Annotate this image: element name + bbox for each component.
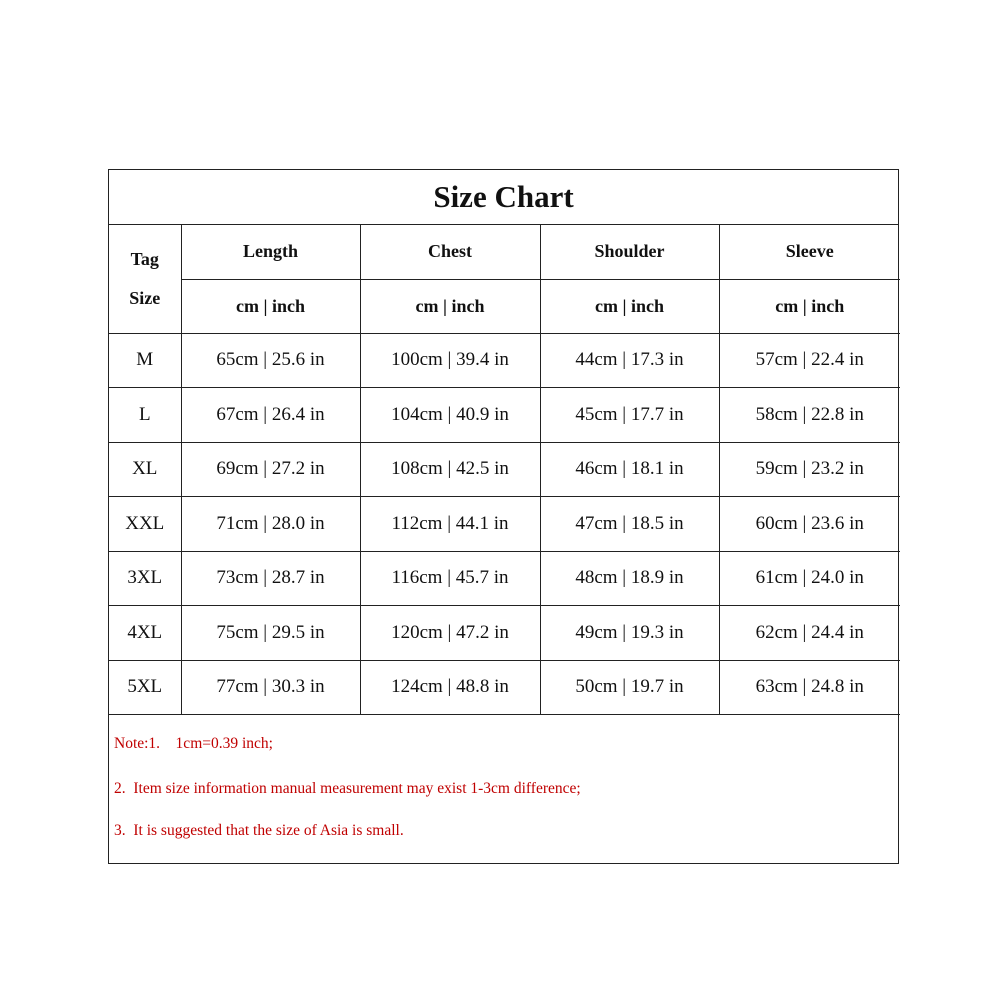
chest-cell: 120cm | 47.2 in: [360, 606, 540, 661]
size-cell: XL: [109, 442, 181, 497]
column-header-sleeve: Sleeve: [719, 225, 900, 279]
size-label: Size: [129, 287, 161, 308]
sleeve-cell: 63cm | 24.8 in: [719, 660, 900, 715]
unit-row: [109, 279, 900, 333]
note-line: 3. It is suggested that the size of Asia is small.: [114, 822, 404, 839]
note-line: Note:1. 1cm=0.39 inch;: [114, 735, 273, 752]
shoulder-cell: 50cm | 19.7 in: [540, 660, 719, 715]
unit-label: cm | inch: [719, 279, 900, 333]
unit-label: cm | inch: [181, 279, 360, 333]
shoulder-cell: 47cm | 18.5 in: [540, 497, 719, 552]
unit-label: cm | inch: [540, 279, 719, 333]
shoulder-cell: 49cm | 19.3 in: [540, 606, 719, 661]
chest-cell: 108cm | 42.5 in: [360, 442, 540, 497]
shoulder-cell: 45cm | 17.7 in: [540, 388, 719, 443]
chest-cell: 124cm | 48.8 in: [360, 660, 540, 715]
size-cell: XXL: [109, 497, 181, 552]
size-cell: L: [109, 388, 181, 443]
shoulder-cell: 46cm | 18.1 in: [540, 442, 719, 497]
sleeve-cell: 57cm | 22.4 in: [719, 333, 900, 388]
column-header-chest: Chest: [360, 225, 540, 279]
table-row: [109, 606, 900, 661]
table-row: [109, 660, 900, 715]
sleeve-cell: 58cm | 22.8 in: [719, 388, 900, 443]
length-cell: 69cm | 27.2 in: [181, 442, 360, 497]
chest-cell: 104cm | 40.9 in: [360, 388, 540, 443]
table-row: [109, 388, 900, 443]
length-cell: 67cm | 26.4 in: [181, 388, 360, 443]
column-header-length: Length: [181, 225, 360, 279]
column-header-shoulder: Shoulder: [540, 225, 719, 279]
length-cell: 77cm | 30.3 in: [181, 660, 360, 715]
tag-label: Tag: [130, 248, 159, 269]
chart-title: Size Chart: [109, 170, 898, 225]
table-row: [109, 333, 900, 388]
note-line: 2. Item size information manual measurement may exist 1-3cm difference;: [114, 780, 581, 797]
tag-size-header: [109, 225, 181, 333]
size-cell: 5XL: [109, 660, 181, 715]
notes-section: [109, 714, 898, 863]
size-chart: [108, 169, 899, 864]
length-cell: 75cm | 29.5 in: [181, 606, 360, 661]
length-cell: 65cm | 25.6 in: [181, 333, 360, 388]
table-row: [109, 442, 900, 497]
header-row: [109, 225, 900, 279]
length-cell: 73cm | 28.7 in: [181, 551, 360, 606]
chest-cell: 100cm | 39.4 in: [360, 333, 540, 388]
shoulder-cell: 48cm | 18.9 in: [540, 551, 719, 606]
sleeve-cell: 62cm | 24.4 in: [719, 606, 900, 661]
table-row: [109, 551, 900, 606]
shoulder-cell: 44cm | 17.3 in: [540, 333, 719, 388]
chest-cell: 112cm | 44.1 in: [360, 497, 540, 552]
sleeve-cell: 59cm | 23.2 in: [719, 442, 900, 497]
sleeve-cell: 60cm | 23.6 in: [719, 497, 900, 552]
unit-label: cm | inch: [360, 279, 540, 333]
length-cell: 71cm | 28.0 in: [181, 497, 360, 552]
sleeve-cell: 61cm | 24.0 in: [719, 551, 900, 606]
size-cell: 3XL: [109, 551, 181, 606]
size-table: [109, 225, 900, 715]
size-cell: M: [109, 333, 181, 388]
chest-cell: 116cm | 45.7 in: [360, 551, 540, 606]
table-row: [109, 497, 900, 552]
size-cell: 4XL: [109, 606, 181, 661]
